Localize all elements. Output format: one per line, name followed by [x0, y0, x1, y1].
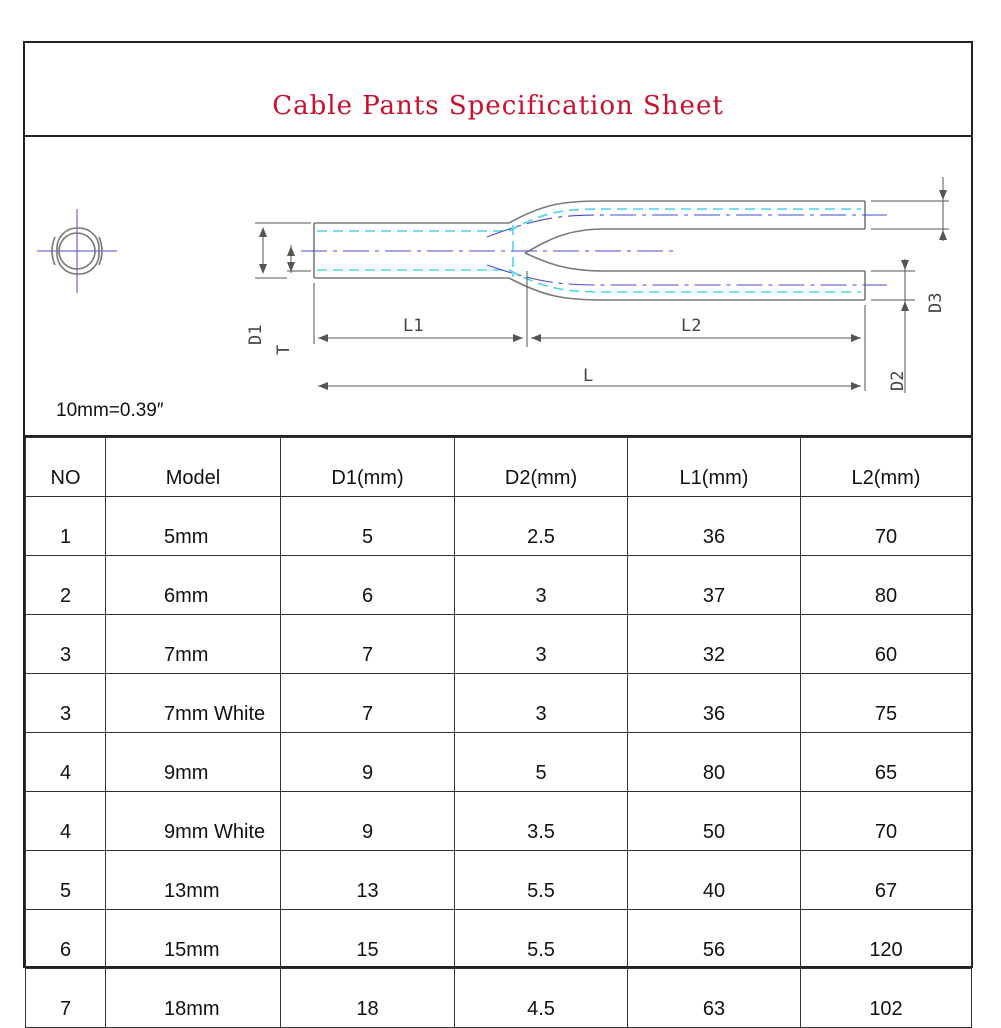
label-d1: D1: [246, 324, 266, 345]
spec-table: [25, 437, 972, 1028]
cell-d1: 6: [281, 556, 455, 615]
cable-pants-diagram: [25, 137, 971, 435]
header-model: Model: [106, 438, 281, 497]
sheet-title: Cable Pants Specification Sheet: [272, 91, 724, 121]
cell-model: 6mm: [106, 556, 281, 615]
cell-d1: 7: [281, 615, 455, 674]
cell-l2: 70: [801, 792, 972, 851]
cell-l2: 70: [801, 497, 972, 556]
cell-l1: 63: [628, 969, 801, 1028]
header-d2: D2(mm): [455, 438, 628, 497]
label-t: T: [274, 344, 294, 355]
cell-d2: 4.5: [455, 969, 628, 1028]
cell-no: 1: [26, 497, 106, 556]
cell-d2: 5.5: [455, 851, 628, 910]
cross-section-icon: [37, 209, 117, 293]
header-d1: D1(mm): [281, 438, 455, 497]
cell-model: 7mm White: [106, 674, 281, 733]
cell-l1: 36: [628, 674, 801, 733]
table-row: [26, 792, 972, 851]
cell-l2: 120: [801, 910, 972, 969]
cell-model: 9mm White: [106, 792, 281, 851]
cell-d1: 18: [281, 969, 455, 1028]
cell-d2: 2.5: [455, 497, 628, 556]
cell-no: 7: [26, 969, 106, 1028]
label-d2: D2: [888, 370, 908, 391]
cell-no: 6: [26, 910, 106, 969]
header-no: NO: [26, 438, 106, 497]
title-area: [25, 43, 971, 137]
cell-l1: 37: [628, 556, 801, 615]
label-l1: L1: [403, 316, 424, 336]
cell-no: 4: [26, 792, 106, 851]
cell-model: 15mm: [106, 910, 281, 969]
cell-l1: 40: [628, 851, 801, 910]
table-body: [26, 497, 972, 1028]
cell-d2: 5.5: [455, 910, 628, 969]
cell-d1: 7: [281, 674, 455, 733]
cell-model: 5mm: [106, 497, 281, 556]
table-row: [26, 910, 972, 969]
table-row: [26, 556, 972, 615]
cell-d2: 3: [455, 556, 628, 615]
table-row: [26, 674, 972, 733]
cell-d1: 5: [281, 497, 455, 556]
header-l2: L2(mm): [801, 438, 972, 497]
spec-sheet: [23, 41, 973, 1020]
cell-d2: 5: [455, 733, 628, 792]
cell-model: 13mm: [106, 851, 281, 910]
cell-l2: 75: [801, 674, 972, 733]
cell-model: 18mm: [106, 969, 281, 1028]
cell-l1: 32: [628, 615, 801, 674]
table-row: [26, 851, 972, 910]
table-row: [26, 497, 972, 556]
technical-drawing: [25, 137, 971, 437]
header-l1: L1(mm): [628, 438, 801, 497]
cell-d2: 3.5: [455, 792, 628, 851]
table-row: [26, 733, 972, 792]
cell-no: 5: [26, 851, 106, 910]
table-row: [26, 969, 972, 1028]
cell-l2: 80: [801, 556, 972, 615]
cell-l2: 65: [801, 733, 972, 792]
cell-d1: 13: [281, 851, 455, 910]
cell-no: 3: [26, 615, 106, 674]
cell-no: 4: [26, 733, 106, 792]
cell-d2: 3: [455, 615, 628, 674]
table-header-row: [26, 438, 972, 497]
table-row: [26, 615, 972, 674]
cell-model: 9mm: [106, 733, 281, 792]
cell-l2: 67: [801, 851, 972, 910]
cell-d2: 3: [455, 674, 628, 733]
cell-l1: 50: [628, 792, 801, 851]
cell-d1: 9: [281, 733, 455, 792]
arrowheads: [259, 190, 947, 390]
label-l2: L2: [681, 316, 702, 336]
cell-l2: 102: [801, 969, 972, 1028]
cell-l1: 56: [628, 910, 801, 969]
scale-note: 10mm=0.39″: [56, 400, 164, 421]
cell-no: 3: [26, 674, 106, 733]
cell-no: 2: [26, 556, 106, 615]
center-lines: [301, 215, 887, 285]
cell-d1: 15: [281, 910, 455, 969]
label-d3: D3: [926, 292, 946, 313]
cell-l1: 80: [628, 733, 801, 792]
cell-l2: 60: [801, 615, 972, 674]
cell-model: 7mm: [106, 615, 281, 674]
label-l: L: [583, 366, 594, 386]
cell-d1: 9: [281, 792, 455, 851]
cell-l1: 36: [628, 497, 801, 556]
